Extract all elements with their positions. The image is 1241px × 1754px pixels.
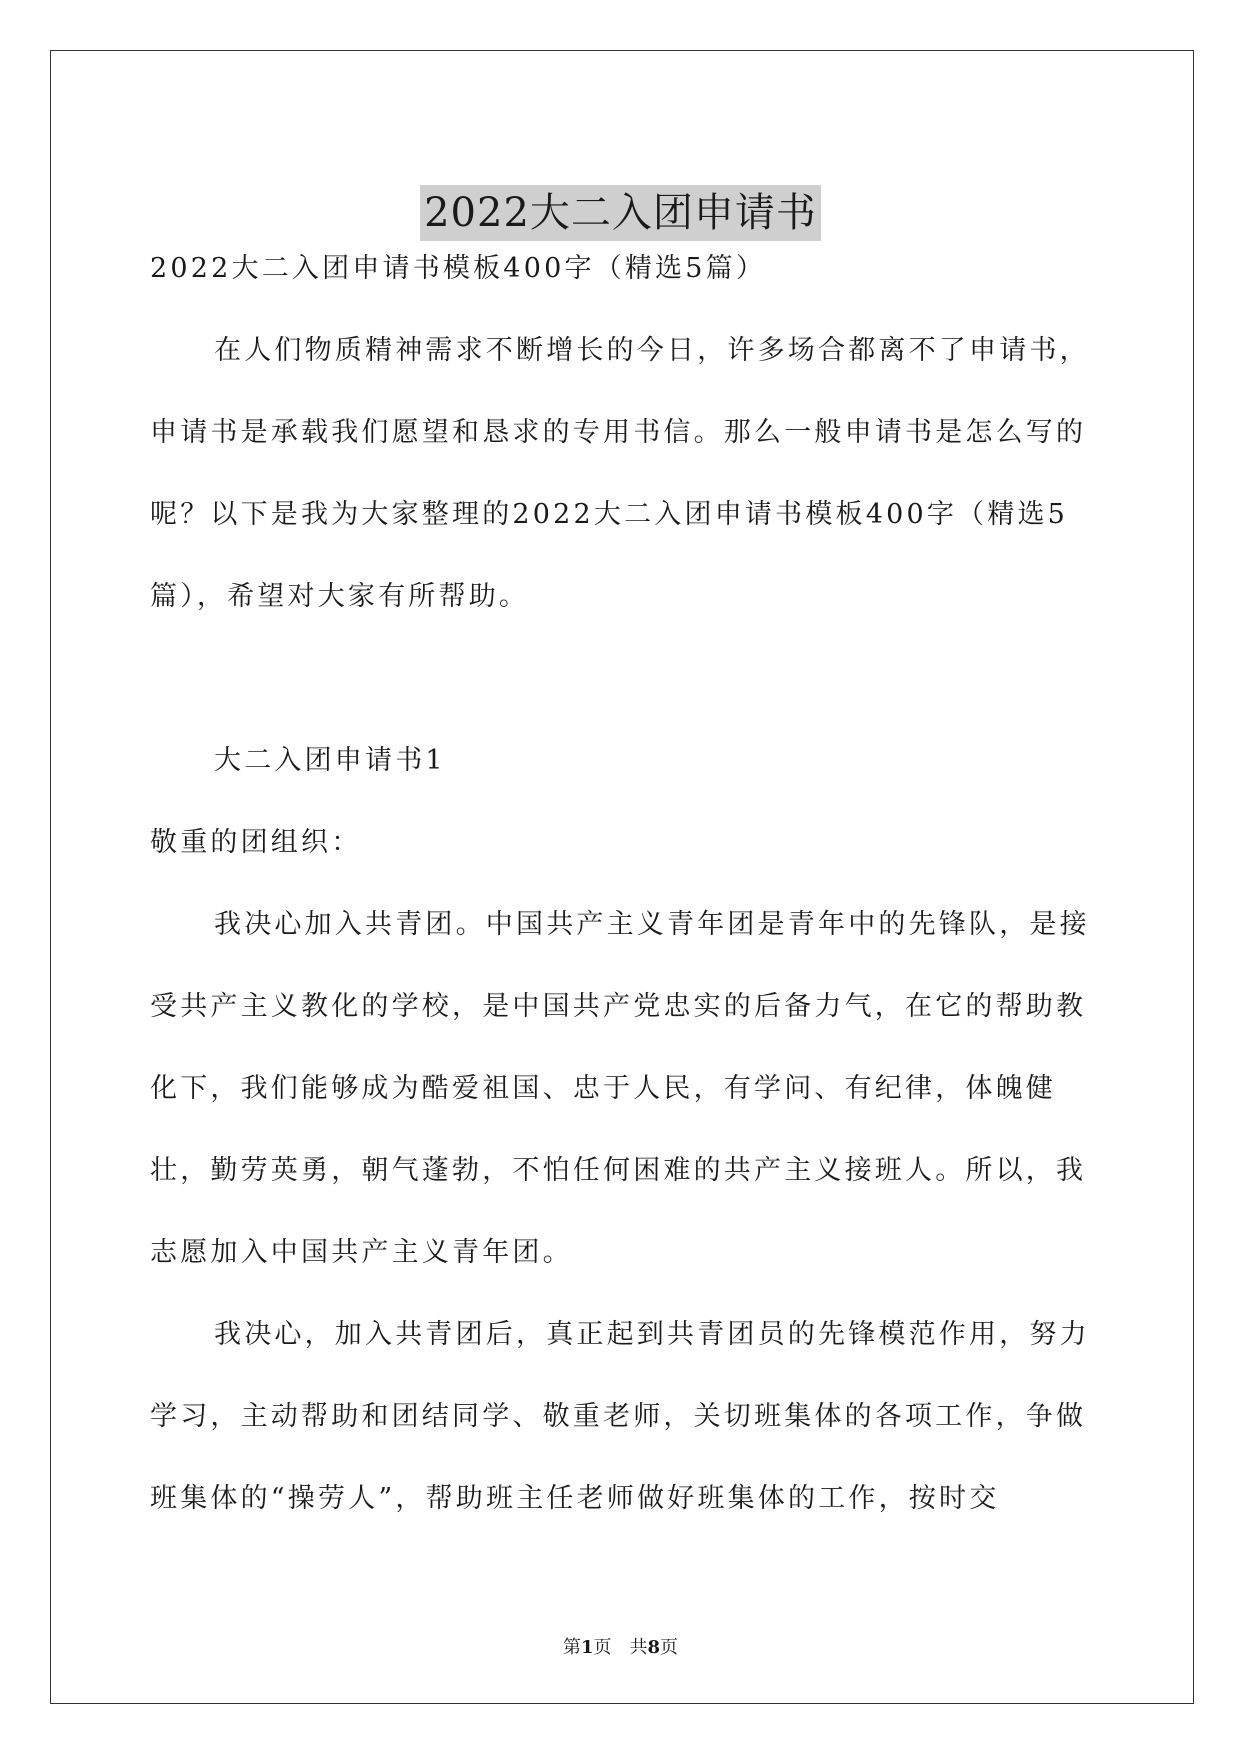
intro-paragraph: 在人们物质精神需求不断增长的今日，许多场合都离不了申请书，申请书是承载我们愿望和恳求的专用书信。那么一般申请书是怎么写的呢？以下是我为大家整理的2022大二入团申请书模板400字（精选5篇），希望对大家有所帮助。 xyxy=(150,335,1090,612)
footer-page-current: 1 xyxy=(580,1637,594,1658)
document-body xyxy=(150,228,1095,1540)
footer-page-prefix: 第 xyxy=(562,1637,581,1658)
body-paragraph-2: 我决心，加入共青团后，真正起到共青团员的先锋模范作用，努力学习，主动帮助和团结同学、敬重老师，关切班集体的各项工作，争做班集体的“操劳人”，帮助班主任老师做好班集体的工作，按时交 xyxy=(150,1319,1090,1514)
body-paragraph-1: 我决心加入共青团。中国共产主义青年团是青年中的先锋队，是接受共产主义教化的学校，是中国共产党忠实的后备力气，在它的帮助教化下，我们能够成为酷爱祖国、忠于人民，有学问、有纪律，体魄健壮，勤劳英勇，朝气蓬勃，不怕任何困难的共产主义接班人。所以，我志愿加入中国共产主义青年团。 xyxy=(150,909,1090,1268)
footer-page-suffix: 页 xyxy=(660,1637,679,1658)
section-heading: 大二入团申请书1 xyxy=(214,745,446,776)
document-title: 2022大二入团申请书 xyxy=(420,185,821,241)
footer-page-mid: 页 共 xyxy=(593,1637,648,1658)
footer-page-total: 8 xyxy=(647,1637,661,1658)
document-subtitle: 2022大二入团申请书模板400字（精选5篇） xyxy=(150,253,767,284)
blank-line xyxy=(150,638,1095,720)
page-footer xyxy=(0,1633,1241,1659)
salutation: 敬重的团组织： xyxy=(150,827,362,858)
